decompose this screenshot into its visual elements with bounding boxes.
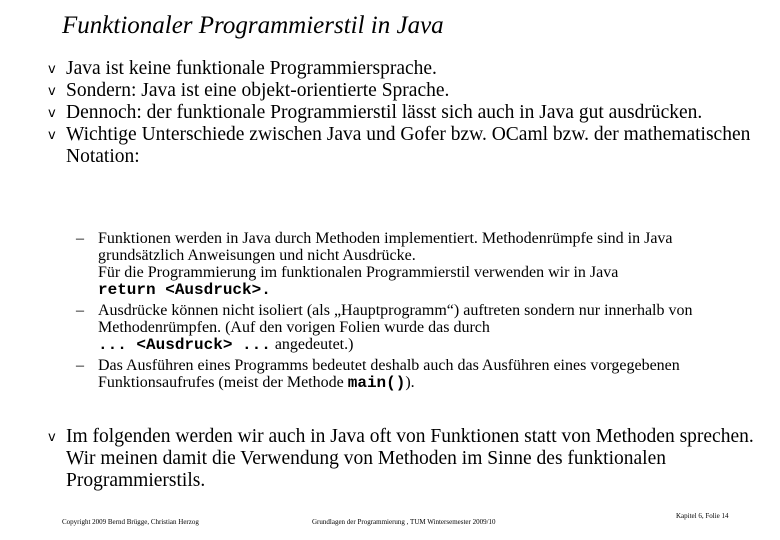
slide-title: Funktionaler Programmierstil in Java — [62, 12, 444, 39]
checkmark-v-icon: v — [48, 62, 56, 77]
bullet-text: Wichtige Unterschiede zwischen Java und Gofer bzw. OCaml bzw. der mathematischen Notation: — [66, 124, 751, 167]
sub-bullet-text: angedeutet.) — [270, 336, 354, 353]
code-snippet: main() — [347, 374, 406, 392]
sub-bullet-text: ). — [405, 374, 415, 391]
sub-bullet-text: Für die Programmierung im funktionalen Programmierstil verwenden wir in Java — [98, 264, 619, 281]
bullet-list — [48, 58, 760, 168]
sub-bullet-list — [76, 230, 756, 395]
bullet-list-final — [48, 426, 760, 492]
dash-icon: – — [76, 230, 84, 247]
bullet-text: Dennoch: der funktionale Programmierstil lässt sich auch in Java gut ausdrücken. — [66, 102, 703, 123]
checkmark-v-icon: v — [48, 430, 56, 445]
footer-course: Grundlagen der Programmierung , TUM Wintersemester 2009/10 — [312, 518, 496, 526]
sub-bullet-text: Das Ausführen eines Programms bedeutet deshalb auch das Ausführen eines vorgegebenen Funktionsaufrufes (meist der Methode — [98, 357, 680, 391]
bullet-item — [48, 58, 760, 80]
bullet-item — [48, 80, 760, 102]
footer-copyright: Copyright 2009 Bernd Brügge, Christian Herzog — [62, 518, 199, 526]
footer-slide-number: Kapitel 6, Folie 14 — [676, 512, 729, 520]
sub-bullet-item — [76, 230, 756, 299]
checkmark-v-icon: v — [48, 106, 56, 121]
checkmark-v-icon: v — [48, 84, 56, 99]
bullet-text: Sondern: Java ist eine objekt-orientierte Sprache. — [66, 80, 450, 101]
sub-bullet-text: Funktionen werden in Java durch Methoden implementiert. Methodenrümpfe sind in Java grundsätzlich Anweisungen und nicht Ausdrücke. — [98, 230, 673, 264]
checkmark-v-icon: v — [48, 128, 56, 143]
dash-icon: – — [76, 302, 84, 319]
sub-bullet-item — [76, 302, 756, 354]
code-snippet: return <Ausdruck>. — [98, 281, 271, 299]
bullet-item — [48, 426, 760, 492]
bullet-text: Java ist keine funktionale Programmiersprache. — [66, 58, 437, 79]
bullet-item — [48, 102, 760, 124]
bullet-text: Im folgenden werden wir auch in Java oft von Funktionen statt von Methoden sprechen. Wir meinen damit die Verwendung von Methoden im Sinne des funktionalen Programmierstils. — [66, 426, 754, 491]
sub-bullet-text: Ausdrücke können nicht isoliert (als „Hauptprogramm“) auftreten sondern nur innerhalb von Methodenrümpfen. (Auf den vorigen Folien wurde das durch — [98, 302, 693, 336]
bullet-item — [48, 124, 760, 168]
dash-icon: – — [76, 357, 84, 374]
code-snippet: ... <Ausdruck> ... — [98, 336, 271, 354]
sub-bullet-item — [76, 357, 756, 392]
